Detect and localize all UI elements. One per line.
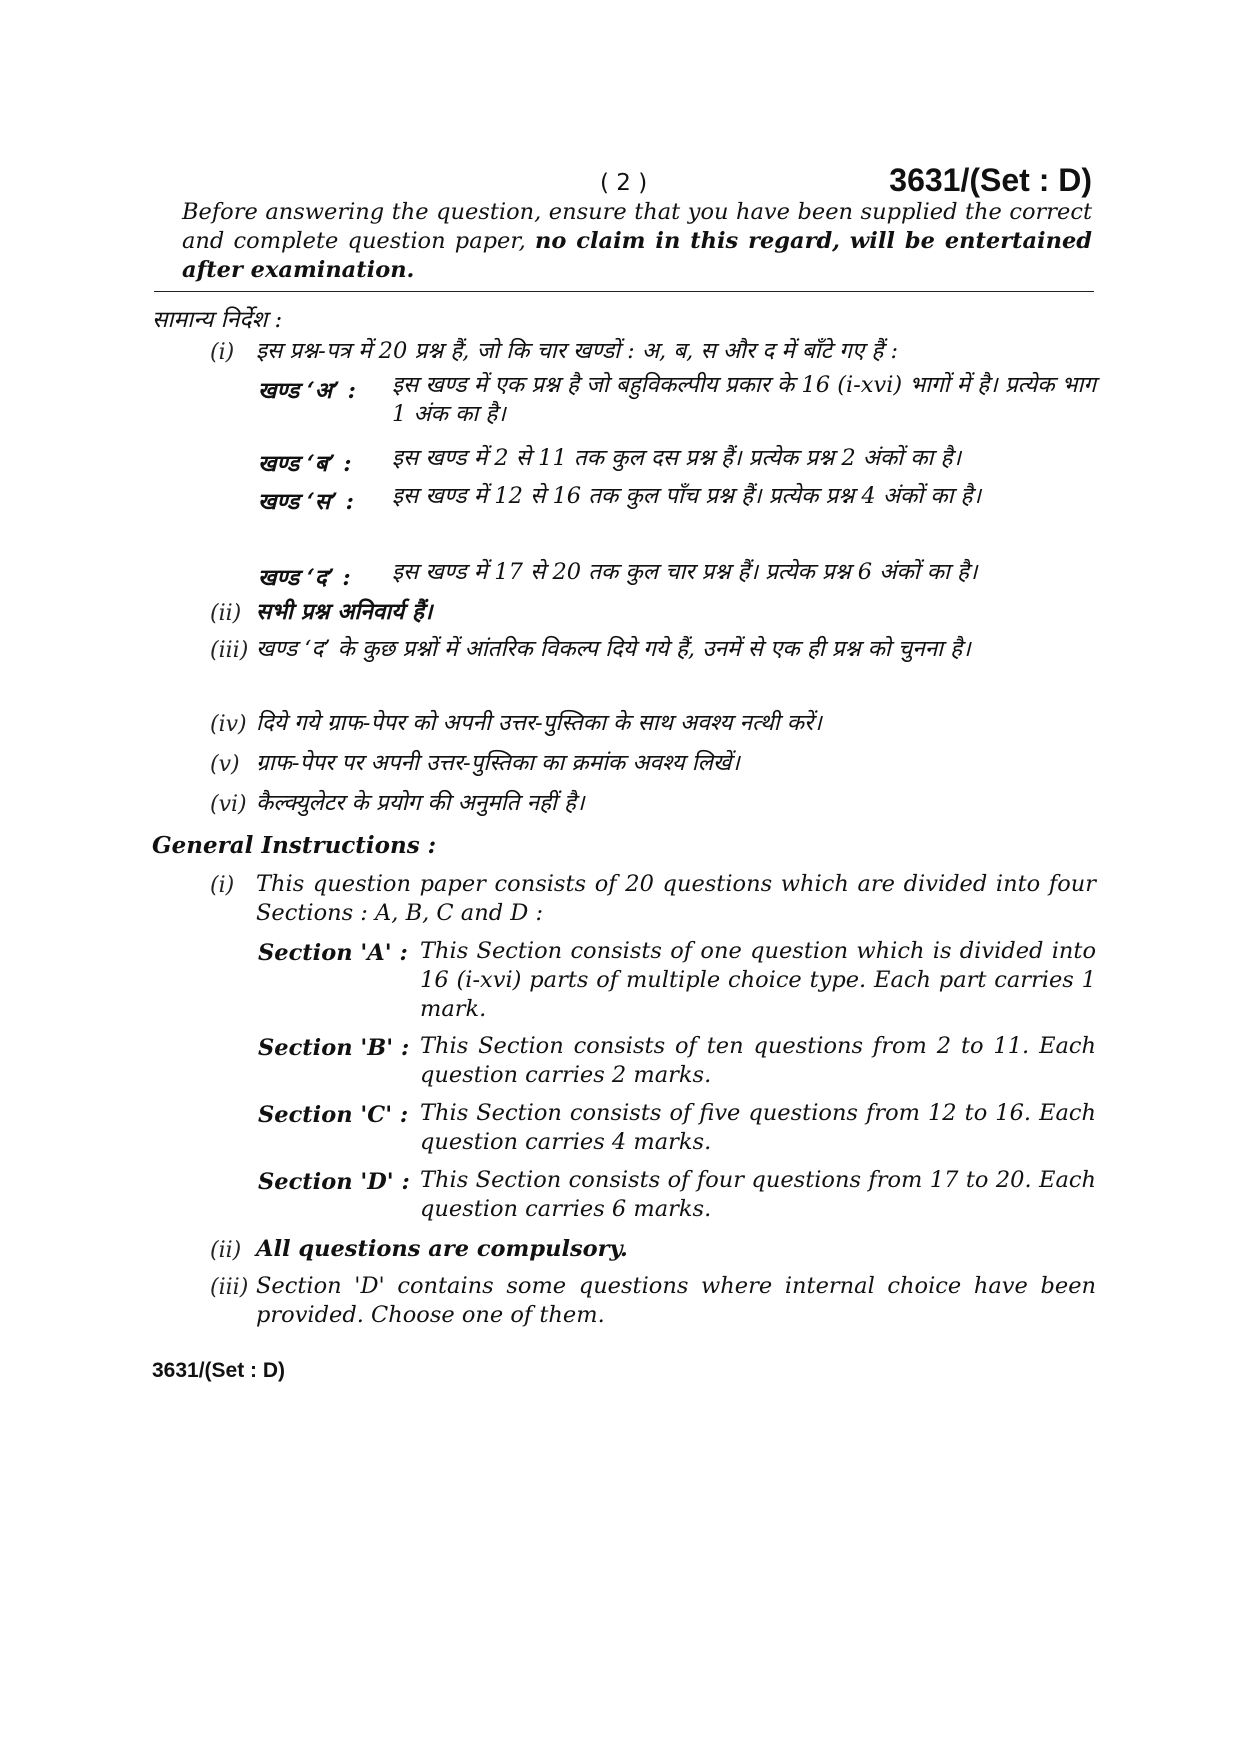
hindi-section-label: खण्ड ‘स’ : <box>258 489 354 515</box>
english-section-label: Section 'D' : <box>258 1169 410 1195</box>
english-section-label: Section 'A' : <box>258 940 408 966</box>
hindi-section-label: खण्ड ‘अ’ : <box>258 378 356 404</box>
english-section-text: This Section consists of ten questions from 2 to 11. Each question carries 2 marks. <box>420 1033 1096 1088</box>
hindi-item-number: (vi) <box>210 792 247 817</box>
english-item-number: (i) <box>210 873 235 898</box>
english-section-label: Section 'B' : <box>258 1035 410 1061</box>
hindi-item-text: दिये गये ग्राफ-पेपर को अपनी उत्तर-पुस्तिका के साथ अवश्य नत्थी करें। <box>256 710 822 736</box>
hindi-item-text: ग्राफ-पेपर पर अपनी उत्तर-पुस्तिका का क्रमांक अवश्य लिखें। <box>256 750 740 776</box>
hindi-section-text: इस खण्ड में 2 से 11 तक कुल दस प्रश्न हैं। प्रत्येक प्रश्न 2 अंकों का है। <box>392 445 961 471</box>
english-section-text: This Section consists of four questions from 17 to 20. Each question carries 6 marks. <box>420 1167 1096 1222</box>
notice-bold-text: no claim in this regard, will be entertained after examination. <box>182 228 1092 283</box>
hindi-item-text: इस प्रश्न-पत्र में 20 प्रश्न हैं, जो कि चार खण्डों : अ, ब, स और द में बाँटे गए हैं : <box>256 338 899 364</box>
notice-text: Before answering the question, ensure that you have been supplied the correct and complete question paper, <box>182 199 1092 254</box>
hindi-section-text: इस खण्ड में एक प्रश्न है जो बहुविकल्पीय प्रकार के 16 (i-xvi) भागों में है। प्रत्येक भाग 1 अंक का है। <box>392 372 1096 427</box>
hindi-item-number: (ii) <box>210 601 242 626</box>
english-section-text: This Section consists of five questions from 12 to 16. Each question carries 4 marks. <box>420 1100 1096 1155</box>
english-item-text: All questions are compulsory. <box>256 1236 628 1262</box>
footer-paper-code: 3631/(Set : D) <box>152 1359 286 1382</box>
hindi-heading: सामान्य निर्देश : <box>152 307 283 333</box>
hindi-item-number: (v) <box>210 752 240 777</box>
english-item-number: (iii) <box>210 1275 249 1300</box>
hindi-item-text: कैल्क्युलेटर के प्रयोग की अनुमति नहीं है। <box>256 790 585 816</box>
english-item-number: (ii) <box>210 1238 242 1263</box>
hindi-item-number: (iii) <box>210 638 249 663</box>
hindi-section-text: इस खण्ड में 12 से 16 तक कुल पाँच प्रश्न हैं। प्रत्येक प्रश्न 4 अंकों का है। <box>392 483 982 509</box>
hindi-item-text: खण्ड ‘द’ के कुछ प्रश्नों में आंतरिक विकल्प दिये गये हैं, उनमें से एक ही प्रश्न को चुनना है। <box>256 636 971 662</box>
hindi-item-text: सभी प्रश्न अनिवार्य हैं। <box>256 599 433 625</box>
english-heading: General Instructions : <box>152 832 437 859</box>
paper-code: 3631/(Set : D) <box>889 162 1092 198</box>
hindi-section-text: इस खण्ड में 17 से 20 तक कुल चार प्रश्न हैं। प्रत्येक प्रश्न 6 अंकों का है। <box>392 559 978 585</box>
hindi-section-label: खण्ड ‘ब’ : <box>258 451 352 477</box>
hindi-section-label: खण्ड ‘द’ : <box>258 565 351 591</box>
notice-paragraph <box>182 198 1092 285</box>
english-section-text: This Section consists of one question which is divided into 16 (i-xvi) parts of multiple choice type. Each part carries 1 mark. <box>420 938 1096 1022</box>
page-number: ( 2 ) <box>600 170 648 196</box>
divider <box>154 291 1094 292</box>
english-item-text: This question paper consists of 20 questions which are divided into four Sections : A, B, C and D : <box>256 871 1096 926</box>
english-item-text: Section 'D' contains some questions where internal choice have been provided. Choose one of them. <box>256 1273 1096 1328</box>
english-section-label: Section 'C' : <box>258 1102 409 1128</box>
hindi-item-number: (i) <box>210 340 235 365</box>
hindi-item-number: (iv) <box>210 712 247 737</box>
